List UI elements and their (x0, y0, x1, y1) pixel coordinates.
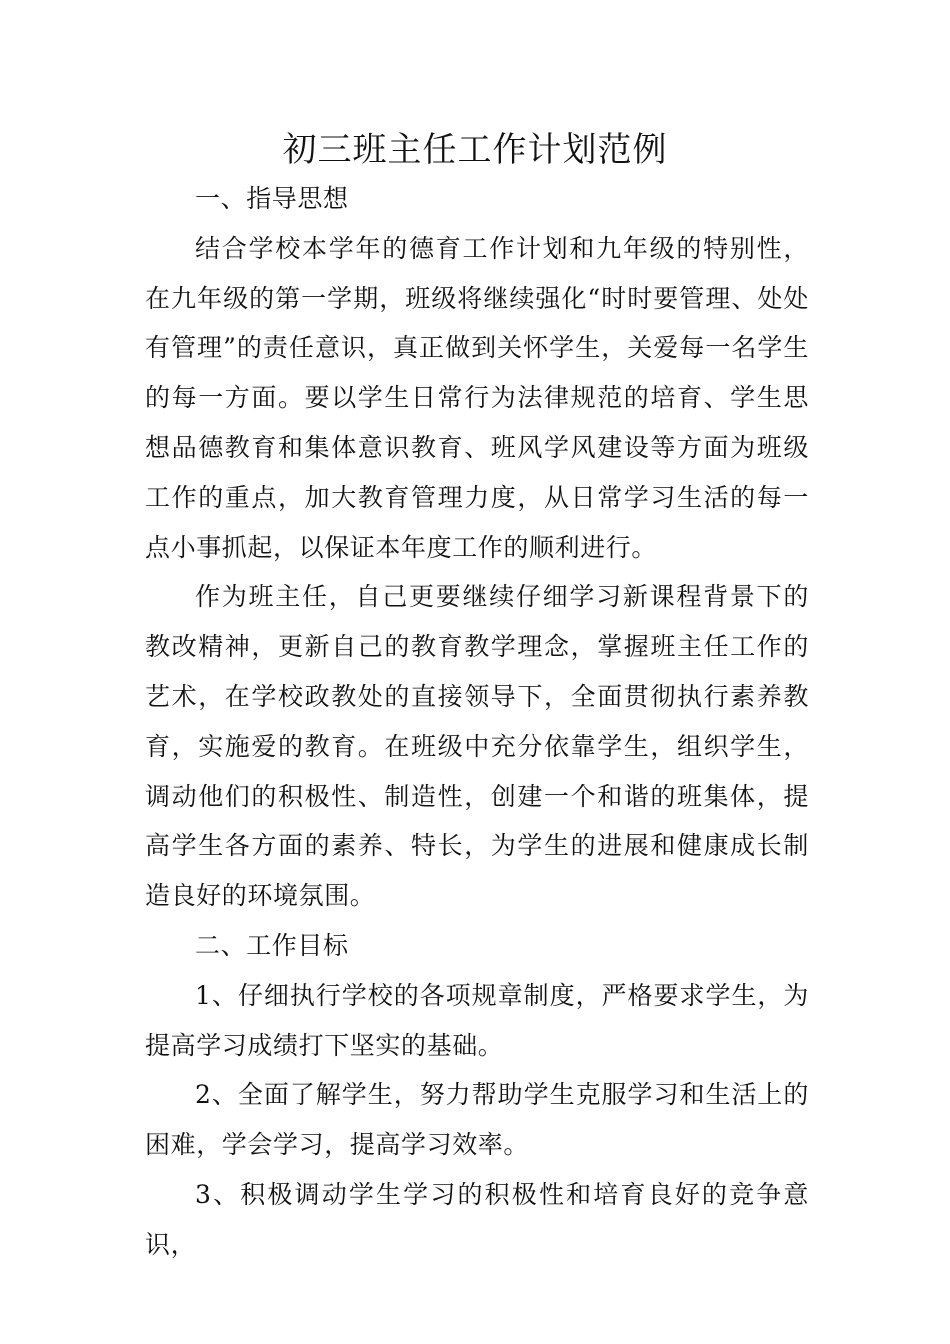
document-body (145, 174, 809, 1270)
section-heading-work-goals: 二、工作目标 (195, 930, 349, 960)
document-title: 初三班主任工作计划范例 (282, 130, 668, 170)
goal-item-1: 1、仔细执行学校的各项规章制度，严格要求学生，为提高学习成绩打下坚实的基础。 (145, 980, 809, 1060)
paragraph-guiding-thought-1: 结合学校本学年的德育工作计划和九年级的特别性，在九年级的第一学期，班级将继续强化“时时要管理、处处有管理”的责任意识，真正做到关怀学生，关爱每一名学生的每一方面。要以学生日常行为法律规范的培育、学生思想品德教育和集体意识教育、班风学风建设等方面为班级工作的重点，加大教育管理力度，从日常学习生活的每一点小事抓起，以保证本年度工作的顺利进行。 (145, 233, 809, 562)
goal-item-3: 3、积极调动学生学习的积极性和培育良好的竞争意识， (145, 1179, 809, 1259)
goal-item-2: 2、全面了解学生，努力帮助学生克服学习和生活上的困难，学会学习，提高学习效率。 (145, 1080, 809, 1160)
section-heading-guiding-thought: 一、指导思想 (195, 184, 349, 213)
paragraph-guiding-thought-2: 作为班主任，自己更要继续仔细学习新课程背景下的教改精神，更新自己的教育教学理念，掌握班主任工作的艺术，在学校政教处的直接领导下，全面贯彻执行素养教育，实施爱的教育。在班级中充分依靠学生，组织学生，调动他们的积极性、制造性，创建一个和谐的班集体，提高学生各方面的素养、特长，为学生的进展和健康成长制造良好的环境氛围。 (145, 582, 809, 911)
